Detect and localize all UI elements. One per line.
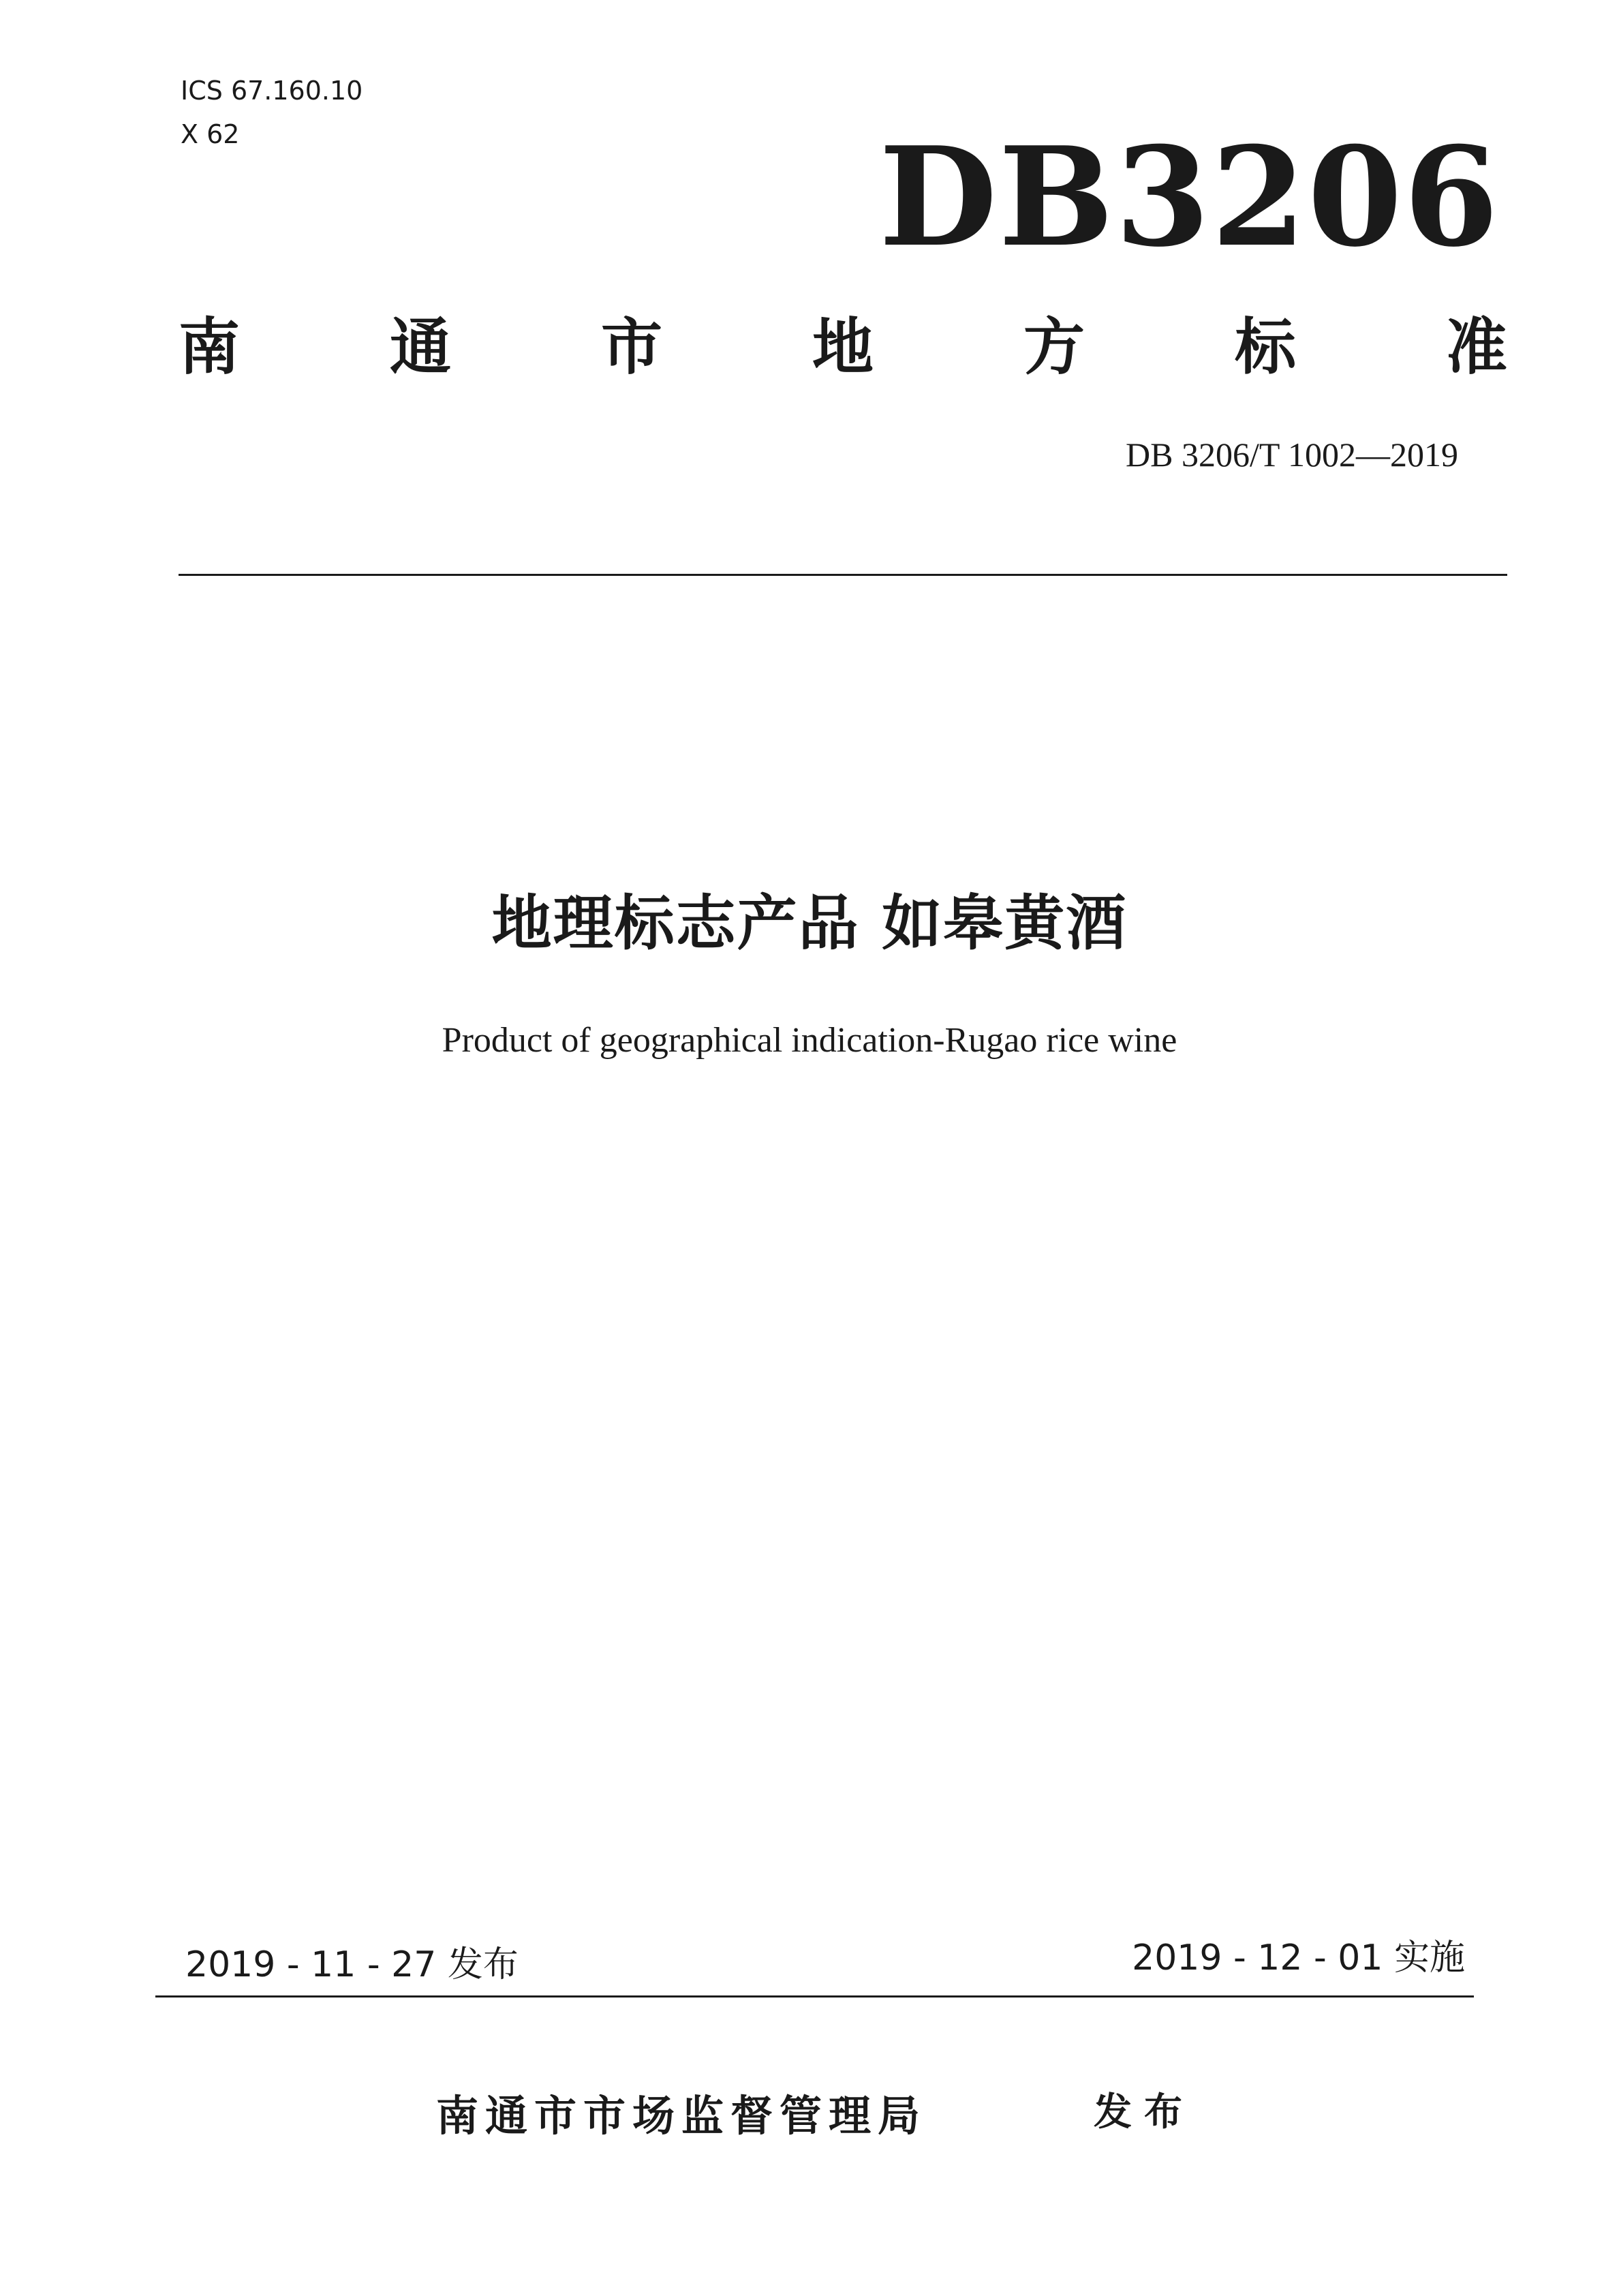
category-char: 标 xyxy=(1235,311,1296,383)
issuing-authority: 南通市市场监督管理局 xyxy=(436,2091,927,2141)
standard-category xyxy=(179,310,1507,385)
title-english: Product of geographical indication-Rugao rice wine xyxy=(442,1021,1177,1060)
top-divider xyxy=(179,574,1507,576)
category-char: 南 xyxy=(179,311,240,383)
category-char: 地 xyxy=(812,311,874,383)
implementation-date: 2019 - 12 - 01 实施 xyxy=(1132,1938,1465,1978)
standard-logo: DB3206 xyxy=(879,117,1500,277)
category-char: 市 xyxy=(601,311,662,383)
standard-number: DB 3206/T 1002—2019 xyxy=(1126,435,1458,474)
category-char: 准 xyxy=(1446,311,1507,383)
bottom-divider xyxy=(155,1995,1474,1997)
publish-date: 2019 - 11 - 27 发布 xyxy=(185,1944,519,1985)
category-char: 通 xyxy=(390,311,451,383)
classification-code: X 62 xyxy=(181,119,240,149)
ics-code: ICS 67.160.10 xyxy=(181,76,363,106)
issue-label: 发布 xyxy=(1094,2090,1194,2134)
category-char: 方 xyxy=(1023,311,1085,383)
title-chinese: 地理标志产品 如皋黄酒 xyxy=(491,888,1128,958)
